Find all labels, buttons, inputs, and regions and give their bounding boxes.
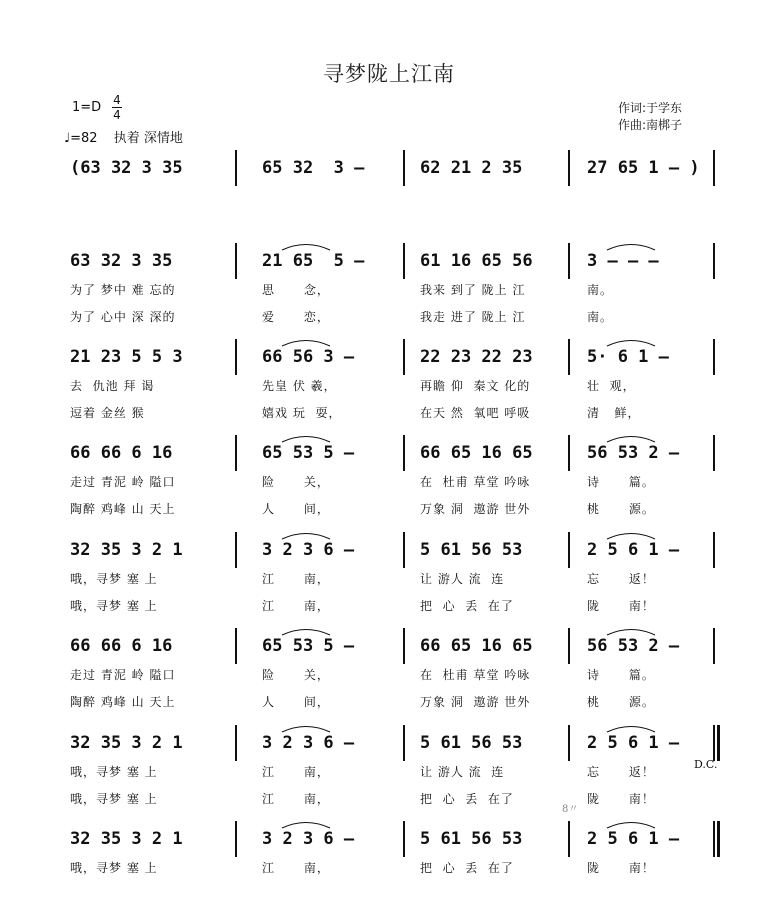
lyric: 陇 南！	[587, 599, 655, 613]
lyric: 爱 恋，	[262, 310, 330, 324]
slur-mark	[605, 819, 657, 829]
key-signature: 1=D	[72, 100, 102, 115]
lyric: 人 间，	[262, 502, 330, 516]
barline	[568, 532, 570, 568]
measure: (63 32 3 35	[70, 158, 183, 178]
lyrics-line-1	[70, 377, 720, 393]
barline	[713, 725, 715, 761]
lyric: 为了 梦中 难 忘的	[70, 283, 176, 297]
lyric: 诗 篇。	[587, 668, 655, 682]
barline	[403, 821, 405, 857]
barline	[713, 243, 715, 279]
final-barline	[717, 725, 720, 761]
barline	[403, 243, 405, 279]
lyric: 险 关，	[262, 668, 330, 682]
barline	[568, 628, 570, 664]
lyric: 万象 洞 遨游 世外	[420, 502, 531, 516]
measure: 5 61 56 53	[420, 733, 523, 753]
page-mark: 8〃	[562, 804, 579, 815]
credits	[618, 100, 682, 134]
barline	[235, 435, 237, 471]
barline	[403, 532, 405, 568]
lyric: 诗 篇。	[587, 475, 655, 489]
measure: 21 23 5 5 3	[70, 347, 183, 367]
lyrics-line-1	[70, 281, 720, 297]
barline	[235, 725, 237, 761]
lyric: 先皇 伏 羲，	[262, 379, 337, 393]
measure: 5 61 56 53	[420, 829, 523, 849]
barline	[568, 435, 570, 471]
measure: 56 53 2 –	[587, 636, 680, 656]
measure: 21 65 5 –	[262, 251, 365, 271]
slur-mark	[280, 241, 332, 251]
slur-mark	[280, 530, 332, 540]
lyric: 江 南，	[262, 572, 330, 586]
measure: 32 35 3 2 1	[70, 733, 183, 753]
slur-mark	[605, 530, 657, 540]
lyric: 嬉戏 玩 耍，	[262, 406, 342, 420]
barline	[713, 339, 715, 375]
lyrics-line-2	[70, 790, 720, 806]
lyric: 逗着 金丝 猴	[70, 406, 145, 420]
lyric: 让 游人 流 连	[420, 572, 505, 586]
barline	[568, 150, 570, 186]
slur-mark	[605, 723, 657, 733]
notes-line	[70, 251, 720, 273]
lyric: 壮 观，	[587, 379, 636, 393]
lyrics-line-2	[70, 693, 720, 709]
slur-mark	[280, 819, 332, 829]
lyric: 桃 源。	[587, 695, 655, 709]
barline	[713, 532, 715, 568]
lyrics-line-2	[70, 597, 720, 613]
barline	[235, 628, 237, 664]
measure: 22 23 22 23	[420, 347, 533, 367]
lyric: 走过 青泥 岭 隘口	[70, 475, 176, 489]
lyric: 我走 进了 陇上 江	[420, 310, 526, 324]
lyric: 去 仇池 拜 谒	[70, 379, 155, 393]
lyric: 哦，寻梦 塞 上	[70, 572, 158, 586]
measure: 61 16 65 56	[420, 251, 533, 271]
measure: 32 35 3 2 1	[70, 829, 183, 849]
notes-line	[70, 540, 720, 562]
lyrics-line-2	[70, 500, 720, 516]
lyric: 把 心 丢 在了	[420, 861, 514, 875]
tempo-marking	[64, 127, 183, 146]
measure: 27 65 1 – )	[587, 158, 700, 178]
measure: 32 35 3 2 1	[70, 540, 183, 560]
measure: 65 32 3 –	[262, 158, 365, 178]
lyric: 陇 南！	[587, 792, 655, 806]
notes-line	[70, 829, 720, 851]
measure: 2 5 6 1 –	[587, 829, 680, 849]
lyric: 江 南，	[262, 861, 330, 875]
lyric: 把 心 丢 在了	[420, 599, 514, 613]
lyric: 人 间，	[262, 695, 330, 709]
slur-mark	[280, 626, 332, 636]
measure: 3 – – –	[587, 251, 659, 271]
slur-mark	[605, 626, 657, 636]
lyric: 在 杜甫 草堂 吟咏	[420, 668, 531, 682]
lyrics-line-2	[70, 404, 720, 420]
barline	[713, 435, 715, 471]
measure: 66 56 3 –	[262, 347, 355, 367]
lyric: 万象 洞 遨游 世外	[420, 695, 531, 709]
barline	[235, 821, 237, 857]
lyrics-line-1	[70, 666, 720, 682]
time-signature	[112, 94, 122, 121]
lyric: 思 念，	[262, 283, 330, 297]
lyrics-line-1	[70, 763, 720, 779]
barline	[568, 339, 570, 375]
slur-mark	[605, 337, 657, 347]
measure: 65 53 5 –	[262, 443, 355, 463]
lyric: 哦，寻梦 塞 上	[70, 765, 158, 779]
lyric: 哦，寻梦 塞 上	[70, 861, 158, 875]
lyric: 南。	[587, 283, 614, 297]
lyric: 南。	[587, 310, 614, 324]
lyric: 险 关，	[262, 475, 330, 489]
barline	[713, 821, 715, 857]
lyric: 哦，寻梦 塞 上	[70, 792, 158, 806]
lyric: 江 南，	[262, 765, 330, 779]
dc-marking: D.C.	[694, 758, 718, 771]
measure: 2 5 6 1 –	[587, 733, 680, 753]
measure: 63 32 3 35	[70, 251, 173, 271]
measure: 56 53 2 –	[587, 443, 680, 463]
barline	[235, 150, 237, 186]
lyrics-line-2	[70, 308, 720, 324]
expression-marking: 执着 深情地	[113, 131, 183, 146]
measure: 66 66 6 16	[70, 636, 173, 656]
barline	[235, 339, 237, 375]
slur-mark	[280, 337, 332, 347]
lyric: 哦，寻梦 塞 上	[70, 599, 158, 613]
time-signature-top: 4	[113, 93, 121, 107]
slur-mark	[605, 241, 657, 251]
lyrics-line-1	[70, 473, 720, 489]
notes-line	[70, 733, 720, 755]
lyric: 为了 心中 深 深的	[70, 310, 176, 324]
lyric: 江 南，	[262, 599, 330, 613]
lyric: 桃 源。	[587, 502, 655, 516]
lyrics-line-1	[70, 570, 720, 586]
composer-credit: 作曲:南梆子	[618, 118, 683, 132]
time-signature-bottom: 4	[113, 108, 121, 122]
barline	[713, 150, 715, 186]
measure: 3 2 3 6 –	[262, 733, 355, 753]
barline	[403, 339, 405, 375]
slur-mark	[280, 723, 332, 733]
lyric: 陶醉 鸡峰 山 天上	[70, 695, 176, 709]
barline	[713, 628, 715, 664]
lyric: 再瞻 仰 秦文 化的	[420, 379, 531, 393]
lyric: 让 游人 流 连	[420, 765, 505, 779]
notes-line	[70, 347, 720, 369]
measure: 5 61 56 53	[420, 540, 523, 560]
lyric: 忘 返！	[587, 765, 655, 779]
lyric: 江 南，	[262, 792, 330, 806]
lyricist-credit: 作词:于学东	[618, 101, 683, 115]
barline	[568, 725, 570, 761]
measure: 66 66 6 16	[70, 443, 173, 463]
measure: 66 65 16 65	[420, 636, 533, 656]
barline	[235, 243, 237, 279]
lyric: 陶醉 鸡峰 山 天上	[70, 502, 176, 516]
measure: 5· 6 1 –	[587, 347, 669, 367]
barline	[235, 532, 237, 568]
measure: 2 5 6 1 –	[587, 540, 680, 560]
measure: 3 2 3 6 –	[262, 540, 355, 560]
barline	[403, 435, 405, 471]
lyric: 在天 然 氧吧 呼吸	[420, 406, 531, 420]
song-title: 寻梦陇上江南	[323, 62, 455, 86]
lyric: 把 心 丢 在了	[420, 792, 514, 806]
measure: 3 2 3 6 –	[262, 829, 355, 849]
lyric: 走过 青泥 岭 隘口	[70, 668, 176, 682]
lyric: 清 鲜，	[587, 406, 641, 420]
slur-mark	[280, 433, 332, 443]
lyric: 我来 到了 陇上 江	[420, 283, 526, 297]
lyrics-line-1	[70, 859, 720, 875]
lyric: 在 杜甫 草堂 吟咏	[420, 475, 531, 489]
notes-line	[70, 636, 720, 658]
barline	[568, 821, 570, 857]
tempo-value: ♩=82	[64, 131, 98, 146]
notes-line	[70, 443, 720, 465]
barline	[403, 150, 405, 186]
measure: 62 21 2 35	[420, 158, 523, 178]
measure: 65 53 5 –	[262, 636, 355, 656]
notes-line	[70, 158, 720, 180]
barline	[403, 725, 405, 761]
barline	[403, 628, 405, 664]
lyric: 陇 南！	[587, 861, 655, 875]
final-barline	[717, 821, 720, 857]
barline	[568, 243, 570, 279]
lyric: 忘 返！	[587, 572, 655, 586]
measure: 66 65 16 65	[420, 443, 533, 463]
slur-mark	[605, 433, 657, 443]
